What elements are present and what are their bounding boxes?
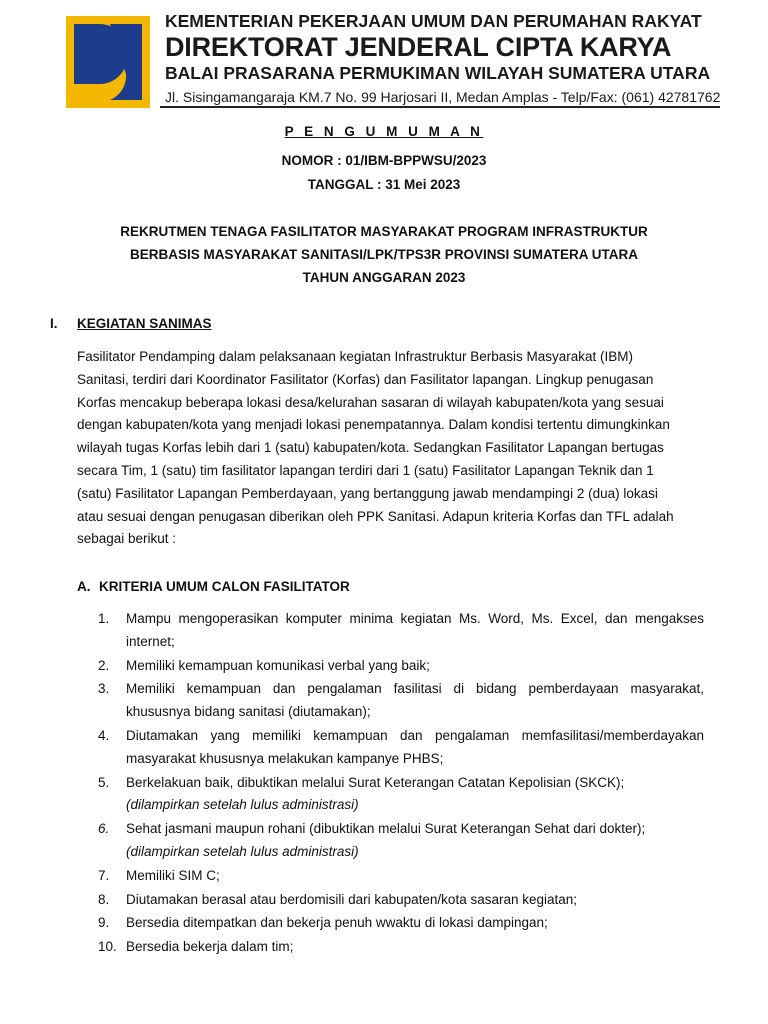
subsection-title: KRITERIA UMUM CALON FASILITATOR [99,579,350,594]
list-item-text: Sehat jasmani maupun rohani (dibuktikan melalui Surat Keterangan Sehat dari dokter); [126,821,646,837]
list-item [98,818,704,864]
list-item-number: 6. [98,821,110,837]
paragraph-line: wilayah tugas Korfas lebih dari 1 (satu) kabupaten/kota. Sedangkan Fasilitator Lapangan bertugas [77,440,664,456]
list-item [98,772,704,818]
paragraph-line: Sanitasi, terdiri dari Koordinator Fasilitator (Korfas) dan Fasilitator lapangan. Lingkup penugasan [77,371,654,387]
list-item-text: Diutamakan berasal atau berdomisili dari kabupaten/kota sasaran kegiatan; [126,891,578,907]
ministry-name: KEMENTERIAN PEKERJAAN UMUM DAN PERUMAHAN RAKYAT [165,11,702,31]
list-item [98,889,704,912]
list-item [98,912,704,935]
list-item-text: Berkelakuan baik, dibuktikan melalui Surat Keterangan Catatan Kepolisian (SKCK); [126,774,625,790]
list-item [98,865,704,888]
paragraph-line: dengan kabupaten/kota yang menjadi lokasi penempatannya. Dalam kondisi tertentu dimungkinkan [77,417,670,433]
letterhead [165,10,765,108]
letterhead-divider [160,106,720,108]
announcement-date: TANGGAL : 31 Mei 2023 [307,177,461,192]
list-item-text: Bersedia bekerja dalam tim; [126,939,294,955]
list-item-number: 1. [98,611,110,626]
list-item [98,725,704,771]
announcement-title-line-2: BERBASIS MASYARAKAT SANITASI/LPK/TPS3R PROVINSI SUMATERA UTARA [129,247,639,262]
office-name: BALAI PRASARANA PERMUKIMAN WILAYAH SUMATERA UTARA [165,63,711,83]
subsection-heading [77,579,350,594]
paragraph-line: atau sesuai dengan penugasan diberikan oleh PPK Sanitasi. Adapun kriteria Korfas dan TFL adalah [77,508,674,524]
paragraph-line: secara Tim, 1 (satu) tim fasilitator lapangan terdiri dari 1 (satu) Fasilitator Lapangan Teknik dan 1 [77,462,654,478]
paragraph-line: Fasilitator Pendamping dalam pelaksanaan kegiatan Infrastruktur Berbasis Masyarakat (IBM) [77,349,634,364]
list-item-text: Bersedia ditempatkan dan bekerja penuh wwaktu di lokasi dampingan; [126,915,548,931]
paragraph-line: Korfas mencakup beberapa lokasi desa/kelurahan sasaran di wilayah kabupaten/kota yang sesuai [77,394,664,410]
announcement-title-line-1: REKRUTMEN TENAGA FASILITATOR MASYARAKAT PROGRAM INFRASTRUKTUR [120,224,648,239]
list-item [98,936,704,959]
list-item-number: 4. [98,727,110,743]
list-item-number: 9. [98,915,110,931]
list-item-number: 2. [98,657,110,673]
paragraph-line: sebagai berikut : [77,531,177,547]
list-item-note: (dilampirkan setelah lulus administrasi) [126,797,359,813]
list-item-number: 3. [98,681,110,697]
list-item-content [126,818,704,864]
section-title: KEGIATAN SANIMAS [77,316,212,331]
list-item-text: Memiliki SIM C; [126,867,220,883]
office-address: Jl. Sisingamangaraja KM.7 No. 99 Harjosari II, Medan Amplas - Telp/Fax: (061) 42781762 [165,89,721,105]
section-number: I. [50,316,58,331]
list-item-number: 5. [98,774,110,790]
list-item [98,678,704,724]
list-item [98,655,704,678]
list-item-number: 8. [98,891,110,907]
list-item-number: 10. [98,939,117,955]
list-item-note: (dilampirkan setelah lulus administrasi) [126,843,359,859]
list-item-text: Mampu mengoperasikan komputer minima kegiatan Ms. Word, Ms. Excel, dan mengakses internet; [126,611,704,649]
list-item-content [126,772,704,818]
announcement-number: NOMOR : 01/IBM-BPPWSU/2023 [281,153,487,168]
announcement-title-line-3: TAHUN ANGGARAN 2023 [302,270,466,285]
list-item [98,608,704,654]
section-paragraph [77,346,697,551]
list-item-text: Memiliki kemampuan dan pengalaman fasilitasi di bidang pemberdayaan masyarakat, khususnya bidang sanitasi (diutamakan); [126,681,704,720]
subsection-number: A. [77,579,91,594]
list-item-number: 7. [98,867,110,883]
paragraph-line: (satu) Fasilitator Lapangan Pemberdayaan, yang bertanggung jawab mendampingi 2 (dua) lokasi [77,485,658,501]
section-heading [50,316,212,331]
pupr-logo [66,16,150,108]
list-item-text: Diutamakan yang memiliki kemampuan dan pengalaman memfasilitasi/memberdayakan masyarakat khususnya melakukan kampanye PHBS; [126,727,704,766]
announcement-heading: P E N G U M U M A N [284,124,484,139]
criteria-list [98,608,704,960]
list-item-text: Memiliki kemampuan komunikasi verbal yang baik; [126,657,430,673]
directorate-name: DIREKTORAT JENDERAL CIPTA KARYA [165,32,672,62]
